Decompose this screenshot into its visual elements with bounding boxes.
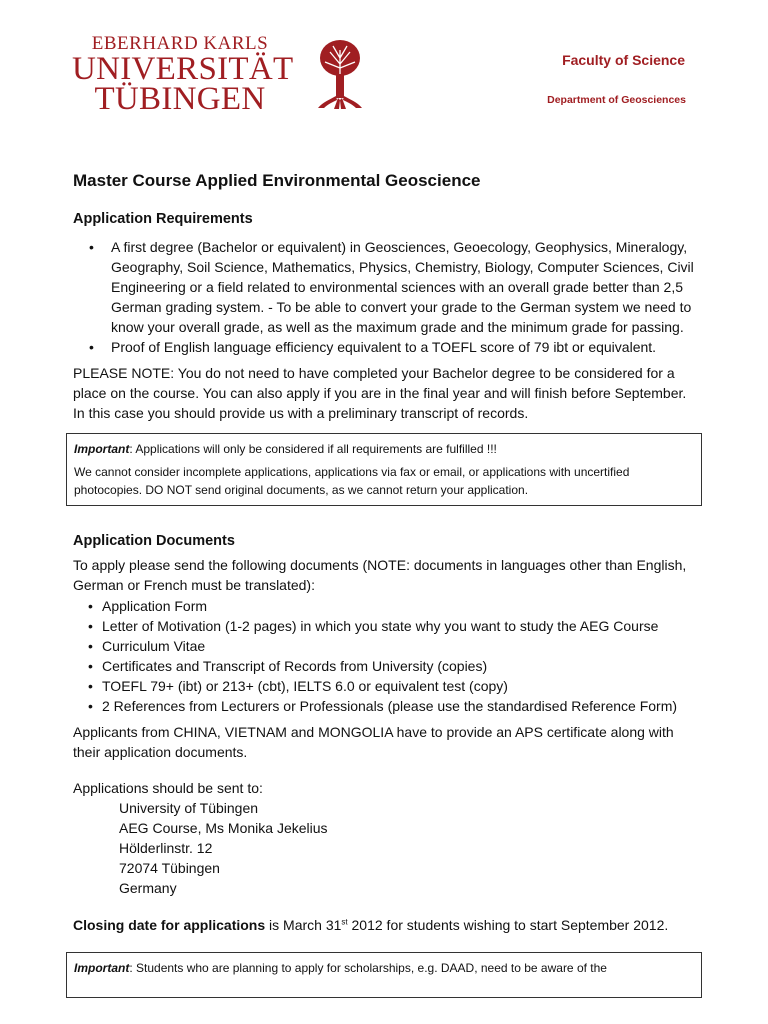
important-box-scholarships: Important: Students who are planning to apply for scholarships, e.g. DAAD, need to be aware of the	[66, 952, 702, 998]
list-item: • TOEFL 79+ (ibt) or 213+ (cbt), IELTS 6.0 or equivalent test (copy)	[102, 676, 695, 696]
address-line: Germany	[119, 880, 177, 896]
page-title: Master Course Applied Environmental Geoscience	[73, 171, 481, 190]
documents-list	[73, 596, 695, 716]
aps-note: Applicants from CHINA, VIETNAM and MONGOLIA have to provide an APS certificate along with their application documents.	[73, 724, 674, 760]
address-line: Hölderlinstr. 12	[119, 840, 213, 856]
address-line: 72074 Tübingen	[119, 860, 220, 876]
important-box	[66, 433, 702, 506]
tree-logo-icon	[315, 38, 365, 110]
requirements-list	[73, 237, 695, 357]
list-item: • Proof of English language efficiency equivalent to a TOEFL score of 79 ibt or equivalent.	[111, 337, 695, 357]
list-item: • A first degree (Bachelor or equivalent) in Geosciences, Geoecology, Geophysics, Mineralogy, Geography, Soil Science, Mathematics, Physics, Chemistry, Biology, Computer Sciences, Civil Engineering or a field related to environmental sciences with an overall grade better than 2,5 German grading system. - To be able to convert your grade to the German system we need to know your overall grade, as well as the maximum grade and the minimum grade for passing.	[111, 237, 695, 337]
faculty-name: Faculty of Science	[562, 52, 685, 68]
important-label: Important	[74, 442, 130, 456]
important-line-1: Important: Applications will only be considered if all requirements are fulfilled !!!	[74, 442, 497, 456]
closing-date: Closing date for applications is March 31st 2012 for students wishing to start September 2012.	[73, 917, 669, 933]
requirements-heading: Application Requirements	[73, 211, 253, 227]
logo-line-3: TÜBINGEN	[94, 81, 266, 117]
address-line: AEG Course, Ms Monika Jekelius	[119, 820, 328, 836]
list-item: • Certificates and Transcript of Records from University (copies)	[102, 656, 695, 676]
logo-line-2: UNIVERSITÄT	[72, 51, 294, 87]
important-line-2: We cannot consider incomplete applications, applications via fax or email, or applications with uncertified photocopies. DO NOT send original documents, as we cannot return your application.	[74, 465, 630, 497]
university-logo-text	[72, 33, 294, 117]
list-item: • Curriculum Vitae	[102, 636, 695, 656]
list-item: • Application Form	[102, 596, 695, 616]
important-label: Important	[74, 961, 130, 975]
documents-intro: To apply please send the following documents (NOTE: documents in languages other than English, German or French must be translated):	[73, 557, 687, 593]
document-body	[73, 170, 695, 998]
closing-date-label: Closing date for applications	[73, 917, 266, 933]
documents-heading: Application Documents	[73, 533, 235, 549]
address-intro: Applications should be sent to:	[73, 780, 263, 796]
logo-line-1: EBERHARD KARLS	[91, 33, 269, 54]
postal-address	[73, 798, 695, 898]
address-line: University of Tübingen	[119, 800, 259, 816]
department-name: Department of Geosciences	[547, 94, 686, 106]
list-item: • 2 References from Lecturers or Professionals (please use the standardised Reference Form)	[102, 696, 695, 716]
list-item: • Letter of Motivation (1-2 pages) in which you state why you want to study the AEG Course	[102, 616, 695, 636]
please-note-paragraph: PLEASE NOTE: You do not need to have completed your Bachelor degree to be considered for a place on the course. You can also apply if you are in the final year and will finish before September. In this case you should provide us with a preliminary transcript of records.	[73, 365, 687, 421]
